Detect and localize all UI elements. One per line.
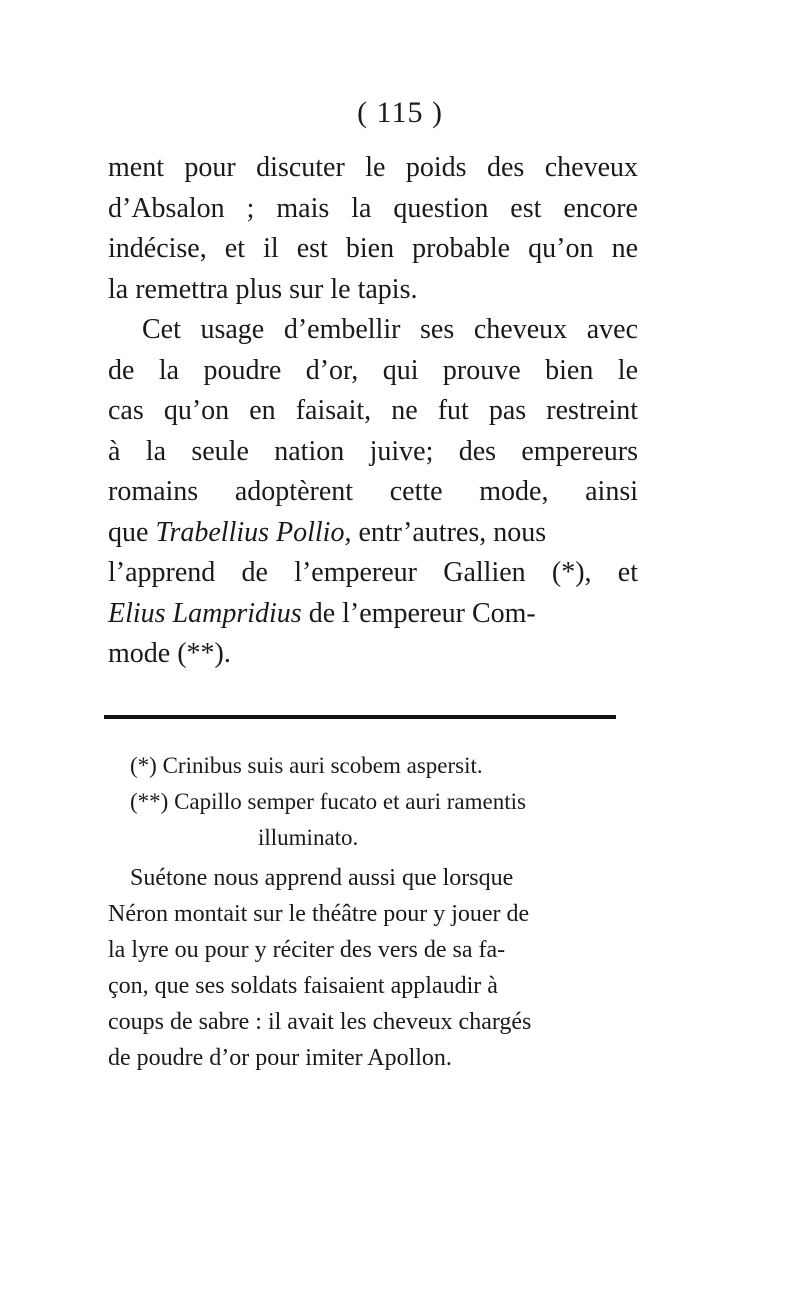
footnote-2-continued: illuminato. <box>258 825 359 850</box>
text-line: à la seule nation juive; des empereurs <box>108 435 638 467</box>
text-line: Cet usage d’embellir ses cheveux avec <box>142 314 638 345</box>
text-line: Néron montait sur le théâtre pour y jouer de <box>108 901 530 927</box>
text-line: de poudre d’or pour imiter Apollon. <box>108 1045 452 1071</box>
author-name-italic: Trabellius Pollio, <box>155 516 352 548</box>
main-text <box>108 148 638 675</box>
text-line <box>108 513 638 554</box>
text-line: mode (**). <box>108 638 231 669</box>
footnotes <box>108 748 635 1076</box>
text-line: de la poudre d’or, qui prouve bien le <box>108 354 638 386</box>
text-line: d’Absalon ; mais la question est encore <box>108 192 638 224</box>
text-line: cas qu’on en faisait, ne fut pas restreint <box>108 395 638 426</box>
text-line: la remettra plus sur le tapis. <box>108 273 418 305</box>
text-segment: que <box>108 516 156 548</box>
text-line: Suétone nous apprend aussi que lorsque <box>130 865 514 891</box>
footnote-2: (**) Capillo semper fucato et auri ramentis <box>130 789 526 814</box>
text-line: l’apprend de l’empereur Gallien (*), et <box>108 557 638 588</box>
text-line: çon, que ses soldats faisaient applaudir à <box>108 973 498 999</box>
footnote-divider <box>104 715 616 719</box>
page-number: ( 115 ) <box>357 96 443 129</box>
author-name-italic: Elius Lampridius <box>108 597 302 629</box>
text-segment: de l’empereur Com- <box>301 597 536 629</box>
text-segment: entr’autres, nous <box>351 516 547 548</box>
text-line <box>108 594 638 635</box>
text-line: indécise, et il est bien probable qu’on ne <box>108 233 638 264</box>
text-line: la lyre ou pour y réciter des vers de sa fa- <box>108 937 506 963</box>
text-line: romains adoptèrent cette mode, ainsi <box>108 476 638 507</box>
footnote-1: (*) Crinibus suis auri scobem aspersit. <box>130 753 483 778</box>
text-line: ment pour discuter le poids des cheveux <box>108 152 638 183</box>
note-paragraph <box>108 860 635 1076</box>
text-line: coups de sabre : il avait les cheveux chargés <box>108 1009 532 1035</box>
